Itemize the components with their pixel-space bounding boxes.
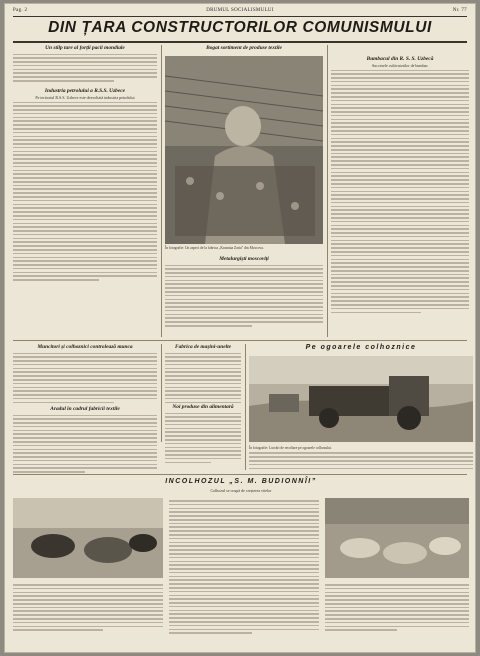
article-body: [325, 584, 469, 631]
article-title: Fabrica de mașini-unelte: [174, 344, 231, 350]
article-muncitori: [13, 344, 157, 405]
issue-number: Nr. 77: [452, 8, 467, 13]
article-body: [331, 70, 469, 314]
budionnii-right-body: [325, 582, 469, 633]
article-body: [13, 353, 157, 404]
newspaper-page: [4, 3, 476, 653]
article-title: Bumbacul din R. S. S. Uzbecă: [366, 56, 434, 62]
page-headline: DIN ȚARA CONSTRUCTORILOR COMUNISMULUI: [48, 19, 432, 36]
textile-caption: [165, 246, 323, 250]
section-rule: [13, 340, 467, 341]
article-title: Metalurgiști moscoviți: [219, 256, 269, 262]
photo-caption: În fotografie: Un aspect de la fabrica „Krasnaia Zaria” din Moscova.: [165, 246, 264, 250]
harvest-photo: [249, 356, 473, 442]
article-title: Aradul în cadrul fabricii textile: [50, 406, 120, 412]
page-number: Pag. 2: [13, 8, 28, 13]
budionnii-left-body: [13, 582, 163, 633]
article-body: [169, 500, 319, 634]
budionnii-subtitle: [13, 488, 469, 493]
newspaper-name: DRUMUL SOCIALISMULUI: [206, 8, 274, 13]
cattle-photo-image: [13, 498, 163, 578]
pigs-photo: [325, 498, 469, 578]
article-body: [165, 265, 323, 327]
article-body: [165, 353, 241, 404]
column-rule: [245, 344, 246, 470]
article-body: [13, 584, 163, 631]
article-textile: [165, 45, 323, 52]
article-metalurgie: [165, 256, 323, 329]
article-body: [13, 102, 157, 281]
article-fabrica: [165, 344, 241, 405]
article-arad: [13, 406, 157, 475]
column-rule: [327, 45, 328, 337]
article-aluat: [165, 404, 241, 465]
textile-factory-photo-image: [165, 56, 323, 244]
article-subtitle: Colhozul se ocupă de creșterea vitelor: [210, 488, 272, 493]
cattle-photo: [13, 498, 163, 578]
article-body: [13, 54, 157, 82]
masthead-rule: [13, 16, 467, 17]
pigs-photo-image: [325, 498, 469, 578]
headline-rule: [13, 41, 467, 43]
harvest-photo-image: [249, 356, 473, 442]
article-subtitle: Succesele cultivatorilor de bumbac: [371, 62, 429, 68]
budionnii-center-body: [169, 498, 319, 636]
budionnii-section-title: INCOLHOZUL „S. M. BUDIONNÎI”: [165, 478, 317, 485]
article-title: Industria petrolului a R.S.S. Uzbece: [44, 88, 126, 94]
article-body: [165, 413, 241, 464]
column-rule: [161, 45, 162, 337]
article-subtitle: Pe teritoriul R.S.S. Uzbece este dezvoltată industria petrolului: [35, 94, 135, 100]
article-industria: [13, 88, 157, 283]
photo-caption: În fotografie: Lucrări de recoltare pe ogoarele colhozului.: [249, 446, 332, 450]
column-rule: [161, 344, 162, 442]
ogoare-caption: [249, 446, 473, 471]
section-rule: [13, 474, 467, 475]
article-body: [13, 415, 157, 473]
article-title: Muncitori și colhoznici controlează munca: [37, 344, 133, 350]
article-title: Noi produse din alimentară: [172, 404, 234, 410]
article-uniune: [13, 45, 157, 84]
article-bumbac: [331, 56, 469, 315]
textile-factory-photo: [165, 56, 323, 244]
ogoare-caption-body: [249, 452, 473, 469]
article-title: Un stîlp tare al forții pacii mondiale: [45, 45, 125, 51]
article-title: Bogat sortiment de produse textile: [206, 45, 282, 51]
ogoare-section-title: Pe ogoarele colhoznice: [305, 344, 417, 351]
